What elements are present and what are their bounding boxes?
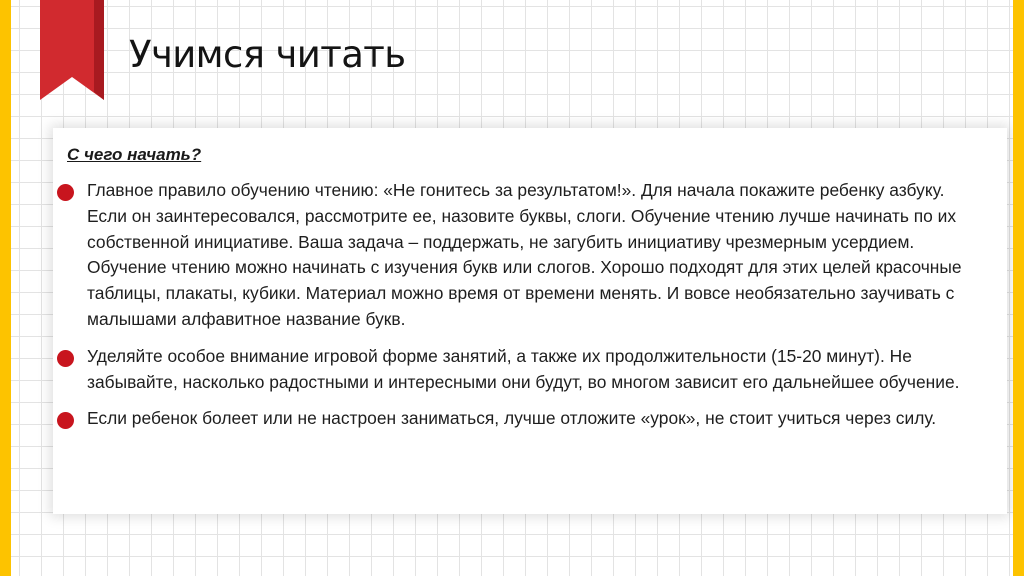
subheading: С чего начать? [67, 145, 202, 164]
bullet-item [56, 178, 976, 333]
red-circle-bullet-icon [57, 184, 74, 201]
bullet-paragraph: Если ребенок болеет или не настроен заниматься, лучше отложите «урок», не стоит учиться через силу. [87, 408, 937, 429]
bullet-list [56, 178, 976, 443]
bullet-paragraph: Обучение чтению можно начинать с изучения букв или слогов. Хорошо подходят для этих целей красочные таблицы, плакаты, кубики. Материал можно время от времени менять. И вовсе необязательно заучивать с малышами алфавитное название букв. [87, 257, 962, 329]
red-circle-bullet-icon [57, 350, 74, 367]
slide [11, 0, 1013, 576]
red-circle-bullet-icon [57, 412, 74, 429]
bullet-paragraph: Уделяйте особое внимание игровой форме занятий, а также их продолжительности (15-20 минут). Не забывайте, насколько радостными и интересными они будут, во многом зависит его дальнейшее обучение. [87, 345, 960, 392]
slide-title: Учимся читать [129, 33, 406, 76]
bullet-item [56, 406, 976, 432]
bookmark-ribbon-icon [40, 0, 104, 100]
bullet-item [56, 344, 976, 396]
bullet-paragraph: Главное правило обучению чтению: «Не гонитесь за результатом!». Для начала покажите ребенку азбуку. Если он заинтересовался, рассмотрите ее, назовите буквы, слоги. Обучение чтению лучше начинать по их собственной инициативе. Ваша задача – поддержать, не загубить инициативу чрезмерным усердием. [87, 180, 957, 252]
